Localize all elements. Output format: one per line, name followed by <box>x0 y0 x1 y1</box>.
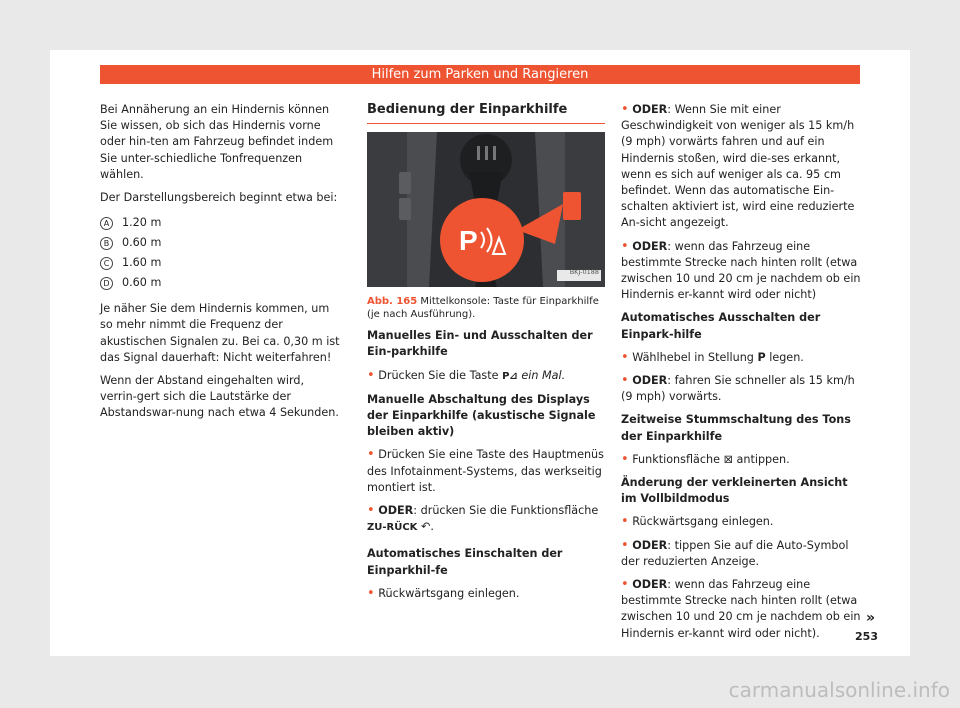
figure-code: BKJ-0188 <box>569 268 599 276</box>
heading-display-off: Manuelle Abschaltung des Displays der Einparkhilfe (akustische Signale bleiben aktiv) <box>367 392 596 439</box>
bullet-icon: • <box>621 349 629 365</box>
bullet-icon: • <box>367 585 375 601</box>
console-figure <box>367 132 605 287</box>
bullet-item: • ODER: drücken Sie die Funktionsfläche ZU-RÜCK ↶. <box>367 503 599 534</box>
column-middle <box>367 102 605 609</box>
bullet-icon: • <box>367 447 375 463</box>
bullet-icon: • <box>621 238 629 254</box>
letter-b-icon: B <box>100 237 113 250</box>
bullet-icon: • <box>621 537 629 553</box>
bullet-icon: • <box>621 373 629 389</box>
bullet-item: • ODER: wenn das Fahrzeug eine bestimmte Strecke nach hinten rollt (etwa zwischen 10 und 20 cm je nachdem ob ein Hindernis er-kannt wird oder nicht) <box>621 238 861 302</box>
svg-text:P: P <box>459 225 478 257</box>
bullet-icon: • <box>621 451 629 467</box>
mute-icon: ⊠ <box>723 452 733 466</box>
bullet-icon: • <box>367 367 375 383</box>
list-item: C 1.60 m <box>100 253 340 273</box>
range-list <box>100 213 340 293</box>
letter-a-icon: A <box>100 217 113 230</box>
bullet-item: • Drücken Sie die Taste P⊿ ein Mal. <box>367 367 566 383</box>
figure-caption: Abb. 165 Mittelkonsole: Taste für Einparkhilfe (je nach Ausführung). <box>367 296 599 321</box>
letter-c-icon: C <box>100 257 113 270</box>
heading-manual-switch: Manuelles Ein- und Ausschalten der Ein-parkhilfe <box>367 329 593 359</box>
list-item: B 0.60 m <box>100 233 340 253</box>
bullet-item: • ODER: fahren Sie schneller als 15 km/h (9 mph) vorwärts. <box>621 373 855 404</box>
bullet-item: • Drücken Sie eine Taste des Hauptmenüs des Infotainment-Systems, das werkseitig montiert ist. <box>367 447 604 494</box>
volume-paragraph: Wenn der Abstand eingehalten wird, verrin-gert sich die Lautstärke der Abstandswar-nung nach etwa 4 Sekunden. <box>100 374 339 420</box>
manual-page <box>50 50 910 656</box>
column-right <box>621 102 861 649</box>
page-header: Hilfen zum Parken und Rangieren <box>100 65 860 84</box>
bullet-item: • Rückwärtsgang einlegen. <box>367 585 520 601</box>
bullet-item: • ODER: tippen Sie auf die Auto-Symbol der reduzierten Anzeige. <box>621 537 849 568</box>
bullet-icon: • <box>621 514 629 530</box>
frequency-paragraph: Je näher Sie dem Hindernis kommen, um so mehr nimmt die Frequenz der akustischen Signalen zu. Bei ca. 0,30 m ist das Signal dauerhaft: Nicht weiterfahren! <box>100 302 340 364</box>
bullet-item: • ODER: Wenn Sie mit einer Geschwindigkeit von weniger als 15 km/h (9 mph) vorwärts fahren und auf ein Hindernis stoßen, wird die-ses erkannt, wenn es sich auf weniger als ca. 95 cm befindet. Wenn das automatische Ein-schalten aktiviert ist, wird eine reduzierte An-sicht angezeigt. <box>621 102 855 230</box>
bullet-item: • ODER: wenn das Fahrzeug eine bestimmte Strecke nach hinten rollt (etwa zwischen 10 und 20 cm je nachdem ob ein Hindernis er-kannt wird oder nicht). <box>621 577 861 640</box>
bullet-item: • Wählhebel in Stellung P legen. <box>621 349 804 365</box>
bullet-item: • Rückwärtsgang einlegen. <box>621 514 774 530</box>
park-assist-icon: P⊿ <box>502 370 518 382</box>
figure-number: Abb. 165 <box>367 296 418 308</box>
back-arrow-icon: ↶ <box>421 520 431 534</box>
range-intro: Der Darstellungsbereich beginnt etwa bei: <box>100 191 338 205</box>
list-item: A 1.20 m <box>100 213 340 233</box>
column-left <box>100 102 340 429</box>
heading-auto-on: Automatisches Einschalten der Einparkhil-fe <box>367 547 563 577</box>
heading-auto-off: Automatisches Ausschalten der Einpark-hilfe <box>621 311 821 341</box>
bullet-icon: • <box>367 503 375 519</box>
watermark: carmanualsonline.info <box>728 678 950 702</box>
section-title: Bedienung der Einparkhilfe <box>367 102 605 124</box>
bullet-icon: • <box>621 577 629 593</box>
heading-mute: Zeitweise Stummschaltung des Tons der Einparkhilfe <box>621 413 851 443</box>
bullet-icon: • <box>621 102 629 117</box>
list-item: D 0.60 m <box>100 273 340 293</box>
letter-d-icon: D <box>100 277 113 290</box>
page-number: 253 <box>855 630 878 643</box>
intro-paragraph: Bei Annäherung an ein Hindernis können Sie wissen, ob sich das Hindernis vorne oder hin-ten am Fahrzeug befindet indem Sie unter-schiedliche Tonfrequenzen wählen. <box>100 103 334 181</box>
back-button-label: ZU-RÜCK <box>367 522 418 534</box>
continue-arrow-icon: » <box>865 610 875 626</box>
heading-fullscreen: Änderung der verkleinerten Ansicht im Vollbildmodus <box>621 476 848 506</box>
bullet-item: • Funktionsfläche ⊠ antippen. <box>621 451 790 467</box>
